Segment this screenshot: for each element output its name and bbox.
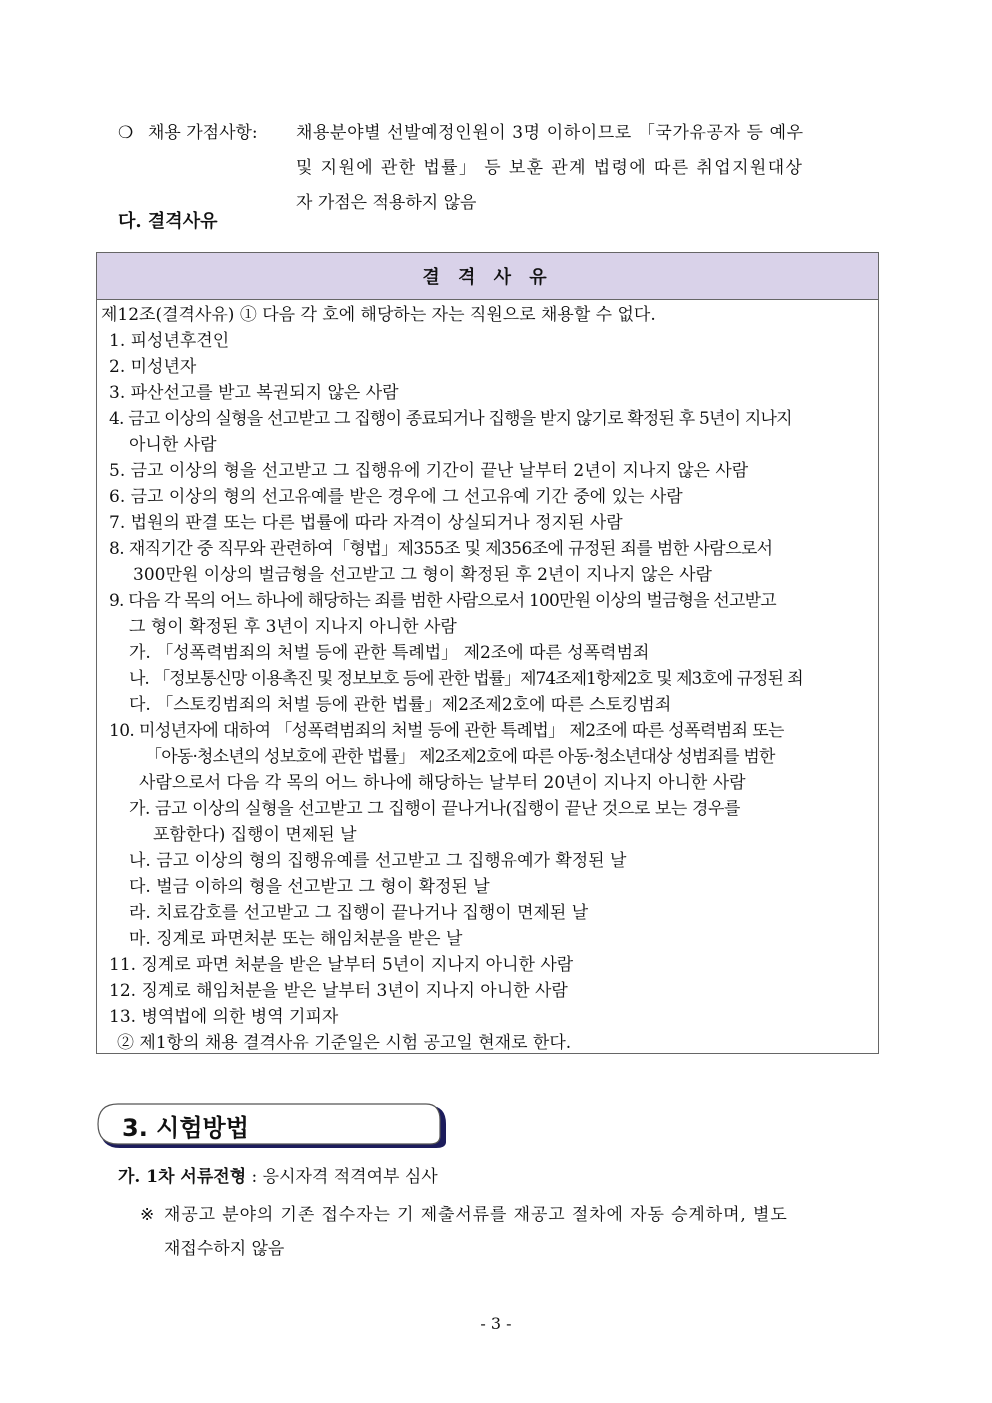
table-line: 다. 벌금 이하의 형을 선고받고 그 형이 확정된 날 — [129, 877, 490, 897]
page-number: - 3 - — [480, 1314, 512, 1333]
table-line: 9. 다음 각 목의 어느 하나에 해당하는 죄를 범한 사람으로서 100만원 이상의 벌금형을 선고받고 — [109, 591, 776, 611]
table-line: 1. 피성년후견인 — [109, 331, 230, 351]
table-header: 결 격 사 유 — [97, 253, 878, 300]
table-line: 다. 「스토킹범죄의 처벌 등에 관한 법률」제2조제2호에 따른 스토킹범죄 — [129, 695, 672, 715]
table-line: 4. 금고 이상의 실형을 선고받고 그 집행이 종료되거나 집행을 받지 않기로 확정된 후 5년이 지나지 — [109, 409, 792, 429]
note-body — [164, 1198, 900, 1266]
first-stage-label: 가. 1차 서류전형 — [118, 1167, 247, 1187]
table-line: ② 제1항의 채용 결격사유 기준일은 시험 공고일 현재로 한다. — [117, 1033, 572, 1053]
note-line: 재접수하지 않음 — [164, 1239, 285, 1259]
bonus-points-label: 채용 가점사항: — [148, 123, 258, 143]
table-line: 3. 파산선고를 받고 복권되지 않은 사람 — [109, 383, 399, 403]
table-line: 13. 병역법에 의한 병역 기피자 — [109, 1007, 339, 1027]
table-line: 8. 재직기간 중 직무와 관련하여「형법」제355조 및 제356조에 규정된 죄를 범한 사람으로서 — [109, 539, 773, 559]
table-body — [97, 300, 878, 1053]
table-line: 제12조(결격사유) ① 다음 각 호에 해당하는 자는 직원으로 채용할 수 없다. — [101, 305, 656, 325]
circle-bullet-icon: ❍ — [118, 123, 134, 143]
table-line: 5. 금고 이상의 형을 선고받고 그 집행유에 기간이 끝난 날부터 2년이 지나지 않은 사람 — [109, 461, 749, 481]
table-line: 12. 징계로 해임처분을 받은 날부터 3년이 지나지 아니한 사람 — [109, 981, 568, 1001]
table-line: 가. 「성폭력범죄의 처벌 등에 관한 특례법」 제2조에 따른 성폭력범죄 — [129, 643, 650, 663]
table-line: 7. 법원의 판결 또는 다른 법률에 따라 자격이 상실되거나 정지된 사람 — [109, 513, 623, 533]
first-stage-paragraph — [118, 1164, 438, 1190]
disqualification-table — [96, 252, 879, 1054]
table-line: 그 형이 확정된 후 3년이 지나지 아니한 사람 — [129, 617, 457, 637]
table-line: 포함한다) 집행이 면제된 날 — [153, 825, 357, 845]
table-line: 나. 「정보통신망 이용촉진 및 정보보호 등에 관한 법률」제74조제1항제2호 및 제3호에 규정된 죄 — [129, 669, 803, 689]
table-line: 10. 미성년자에 대하여 「성폭력범죄의 처벌 등에 관한 특례법」 제2조에 따른 성폭력범죄 또는 — [109, 721, 784, 741]
table-line: 마. 징계로 파면처분 또는 해임처분을 받은 날 — [129, 929, 463, 949]
table-line: 300만원 이상의 벌금형을 선고받고 그 형이 확정된 후 2년이 지나지 않은 사람 — [133, 565, 712, 585]
first-stage-desc: : 응시자격 적격여부 심사 — [246, 1167, 438, 1187]
table-line: 「아동·청소년의 성보호에 관한 법률」 제2조제2호에 따른 아동·청소년대상 성범죄를 범한 — [145, 747, 775, 767]
table-line: 나. 금고 이상의 형의 집행유예를 선고받고 그 집행유예가 확정된 날 — [129, 851, 627, 871]
reference-mark-icon: ※ — [140, 1205, 155, 1225]
bonus-line: 및 지원에 관한 법률」 등 보훈 관계 법령에 따른 취업지원대상 — [296, 158, 804, 178]
bonus-line: 채용분야별 선발예정인원이 3명 이하이므로 「국가유공자 등 예우 — [296, 123, 804, 143]
table-line: 사람으로서 다음 각 목의 어느 하나에 해당하는 날부터 20년이 지나지 아니한 사람 — [139, 773, 746, 793]
table-line: 2. 미성년자 — [109, 357, 197, 377]
note-line: 재공고 분야의 기존 접수자는 기 제출서류를 재공고 절차에 자동 승계하며, 별도 — [164, 1205, 788, 1225]
section-3-banner — [96, 1102, 449, 1150]
table-line: 11. 징계로 파면 처분을 받은 날부터 5년이 지나지 아니한 사람 — [109, 955, 574, 975]
table-line: 아니한 사람 — [129, 435, 217, 455]
section-3-title: 3. 시험방법 — [122, 1114, 249, 1142]
bonus-line: 자 가점은 적용하지 않음 — [296, 193, 477, 213]
bonus-points-body — [296, 116, 898, 221]
table-line: 6. 금고 이상의 형의 선고유예를 받은 경우에 그 선고유예 기간 중에 있는 사람 — [109, 487, 683, 507]
table-line: 라. 치료감호를 선고받고 그 집행이 끝나거나 집행이 면제된 날 — [129, 903, 589, 923]
table-line: 가. 금고 이상의 실형을 선고받고 그 집행이 끝나거나(집행이 끝난 것으로 보는 경우를 — [129, 799, 741, 819]
section-heading-disqualification: 다. 결격사유 — [118, 211, 218, 232]
